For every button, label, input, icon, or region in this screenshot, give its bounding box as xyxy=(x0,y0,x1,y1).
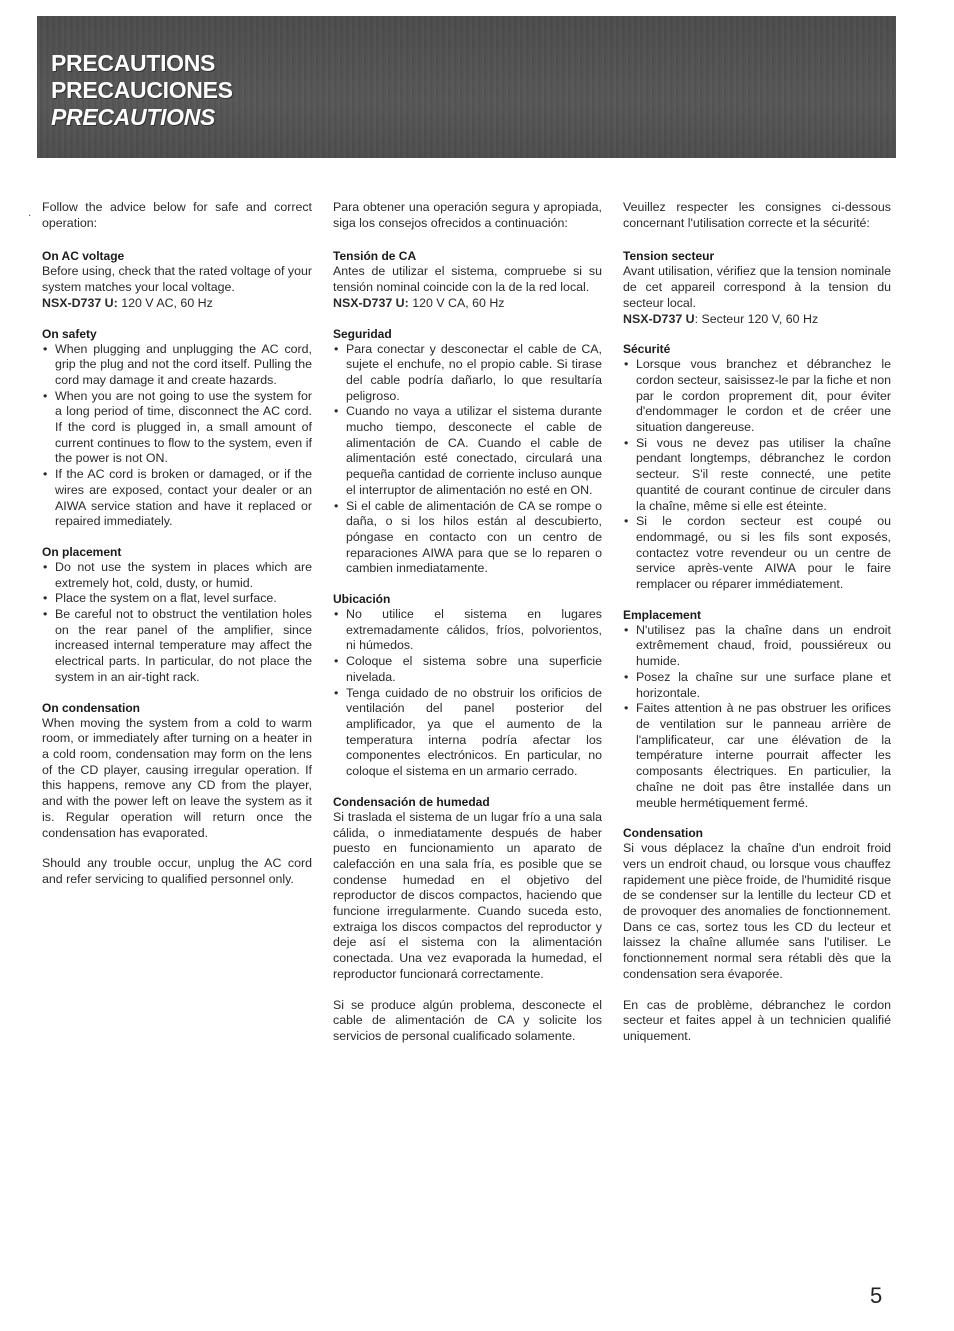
english-intro: Follow the advice below for safe and correct operation: xyxy=(42,200,312,230)
french-safety-heading: Sécurité xyxy=(623,342,671,357)
english-column xyxy=(42,200,312,888)
title-spanish: PRECAUCIONES xyxy=(51,77,233,103)
list-item: • Be careful not to obstruct the ventilation holes on the rear panel of the amplifier, since increased internal temperature may affect the electrical parts. In particular, do not place the system in an air-tight rack. xyxy=(42,607,312,686)
spanish-condensation-text: Si traslada el sistema de un lugar frío a una sala cálida, o inmediatamente después de haber puesto en funcionamiento un aparato de calefacción en una sala fría, es posible que se condense humedad en el objetivo del reproductor de discos compactos, haciendo que funcione irregularmente. Cuando suceda esto, extraiga los discos compactos del reproductor y deje así el sistema con la alimentación conectada. Una vez evaporada la humedad, el reproductor funcionará correctamente. xyxy=(333,809,602,981)
french-placement-heading: Emplacement xyxy=(623,607,702,622)
french-ac-model: NSX-D737 U xyxy=(623,311,695,326)
french-ac-text: Avant utilisation, vérifiez que la tension nominale de cet appareil correspond à la tension du secteur local. xyxy=(623,264,891,310)
english-safety-heading: On safety xyxy=(42,326,97,341)
english-ac-value: 120 V AC, 60 Hz xyxy=(117,295,213,310)
french-ac-heading: Tension secteur xyxy=(623,249,715,264)
spanish-placement-heading: Ubicación xyxy=(333,592,391,607)
english-trouble-text: Should any trouble occur, unplug the AC cord and refer servicing to qualified personnel only. xyxy=(42,856,312,886)
list-item: • Tenga cuidado de no obstruir los orificios de ventilación del panel posterior del amplificador, ya que el aumento de la temperatura interna podría afectar los componentes electrónicos. En particular, no coloque el sistema en un armario cerrado. xyxy=(333,686,602,780)
title-banner xyxy=(37,16,896,158)
list-item: • No utilice el sistema en lugares extremadamente cálidos, fríos, polvorientos, ni húmedos. xyxy=(333,607,602,654)
list-item: • Si le cordon secteur est coupé ou endommagé, ou si les fils sont exposés, contactez votre revendeur ou un centre de service après-vente AIWA pour le faire remplacer ou réparer immédiatement. xyxy=(623,514,891,593)
french-ac-value: : Secteur 120 V, 60 Hz xyxy=(694,311,819,326)
spanish-ac-spec xyxy=(333,296,602,312)
spanish-trouble-text: Si se produce algún problema, desconecte el cable de alimentación de CA y solicite los servicios de personal cualificado solamente. xyxy=(333,997,602,1043)
french-safety-list xyxy=(623,357,891,593)
margin-dot: . xyxy=(28,205,32,219)
list-item: • Coloque el sistema sobre una superficie nivelada. xyxy=(333,654,602,685)
list-item: • Place the system on a flat, level surface. xyxy=(42,591,312,607)
french-column xyxy=(623,200,891,1045)
spanish-ac-heading: Tensión de CA xyxy=(333,249,417,264)
english-ac-spec xyxy=(42,296,312,312)
list-item: • Si vous ne devez pas utiliser la chaîne pendant longtemps, débranchez le cordon secteur. S'il reste connecté, une petite quantité de courant continue de circuler dans la chaîne, même si elle est éteinte. xyxy=(623,436,891,515)
english-ac-heading: On AC voltage xyxy=(42,249,125,264)
spanish-safety-list xyxy=(333,342,602,578)
list-item: • When plugging and unplugging the AC cord, grip the plug and not the cord itself. Pulling the cord may damage it and create hazards. xyxy=(42,342,312,389)
title-english: PRECAUTIONS xyxy=(51,50,216,76)
french-trouble-text: En cas de problème, débranchez le cordon secteur et faites appel à un technicien qualifié uniquement. xyxy=(623,997,891,1043)
banner-titles xyxy=(51,50,233,131)
english-placement-heading: On placement xyxy=(42,544,122,559)
spanish-ac-text: Antes de utilizar el sistema, compruebe si su tensión nominal coincide con la de la red local. xyxy=(333,264,602,295)
spanish-ac-value: 120 V CA, 60 Hz xyxy=(408,295,505,310)
page-number: 5 xyxy=(870,1283,883,1308)
spanish-placement-list xyxy=(333,607,602,780)
list-item: • N'utilisez pas la chaîne dans un endroit extrêmement chaud, froid, poussiéreux ou humide. xyxy=(623,623,891,670)
french-placement-list xyxy=(623,623,891,811)
french-intro: Veuillez respecter les consignes ci-dessous concernant l'utilisation correcte et la sécurité: xyxy=(623,200,891,230)
french-condensation-heading: Condensation xyxy=(623,826,703,841)
english-safety-list xyxy=(42,342,312,530)
english-placement-list xyxy=(42,560,312,686)
list-item: • Para conectar y desconectar el cable de CA, sujete el enchufe, no el propio cable. Si tirase del cable podría dañarlo, lo que resultaría peligroso. xyxy=(333,342,602,405)
spanish-safety-heading: Seguridad xyxy=(333,326,392,341)
french-ac-spec xyxy=(623,312,891,328)
title-french: PRECAUTIONS xyxy=(51,104,216,130)
list-item: • If the AC cord is broken or damaged, or if the wires are exposed, contact your dealer or an AIWA service station and have it replaced or repaired immediately. xyxy=(42,467,312,530)
list-item: • Faites attention à ne pas obstruer les orifices de ventilation sur le panneau arrière de l'amplificateur, car une élévation de la température interne pourrait affecter les composants électriques. En particulier, la chaîne ne doit pas être installée dans un meuble hermétiquement fermé. xyxy=(623,701,891,811)
spanish-intro: Para obtener una operación segura y apropiada, siga los consejos ofrecidos a continuación: xyxy=(333,200,602,230)
list-item: • Cuando no vaya a utilizar el sistema durante mucho tiempo, desconecte el cable de alimentación de CA. Cuando el cable de alimentación esté conectado, circulará una pequeña cantidad de corriente incluso aunque el interruptor de alimentación no esté en ON. xyxy=(333,404,602,498)
spanish-condensation-heading: Condensación de humedad xyxy=(333,794,490,809)
list-item: • Do not use the system in places which are extremely hot, cold, dusty, or humid. xyxy=(42,560,312,591)
spanish-column xyxy=(333,200,602,1045)
list-item: • When you are not going to use the system for a long period of time, disconnect the AC cord. If the cord is plugged in, a small amount of current continues to flow to the system, even if the power is not ON. xyxy=(42,389,312,468)
english-condensation-heading: On condensation xyxy=(42,700,141,715)
english-ac-model: NSX-D737 U: xyxy=(42,295,118,310)
spanish-ac-model: NSX-D737 U: xyxy=(333,295,409,310)
list-item: • Lorsque vous branchez et débranchez le cordon secteur, saisissez-le par la fiche et non par le cordon proprement dit, pour éviter d'endommager le cordon et de créer une situation dangereuse. xyxy=(623,357,891,436)
english-ac-text: Before using, check that the rated voltage of your system matches your local voltage. xyxy=(42,264,313,295)
list-item: • Si el cable de alimentación de CA se rompe o daña, o si los hilos están al descubierto, póngase en contacto con un centro de reparaciones AIWA para que se lo reparen o cambien inmediatamente. xyxy=(333,499,602,578)
english-condensation-text: When moving the system from a cold to warm room, or immediately after turning on a heater in a cold room, condensation may form on the lens of the CD player, causing irregular operation. If this happens, remove any CD from the player, and with the power left on leave the system as it is. Regular operation will return once the condensation has evaporated. xyxy=(42,715,312,840)
list-item: • Posez la chaîne sur une surface plane et horizontale. xyxy=(623,670,891,701)
french-condensation-text: Si vous déplacez la chaîne d'un endroit froid vers un endroit chaud, ou lorsque vous chauffez rapidement une pièce froide, de l'humidité risque de se condenser sur la lentille du lecteur CD et de provoquer des anomalies de fonctionnement. Dans ce cas, sortez tous les CD du lecteur et laissez la chaîne allumée sans l'utiliser. Le fonctionnement normal sera rétabli dès que la condensation sera évaporée. xyxy=(623,841,891,981)
